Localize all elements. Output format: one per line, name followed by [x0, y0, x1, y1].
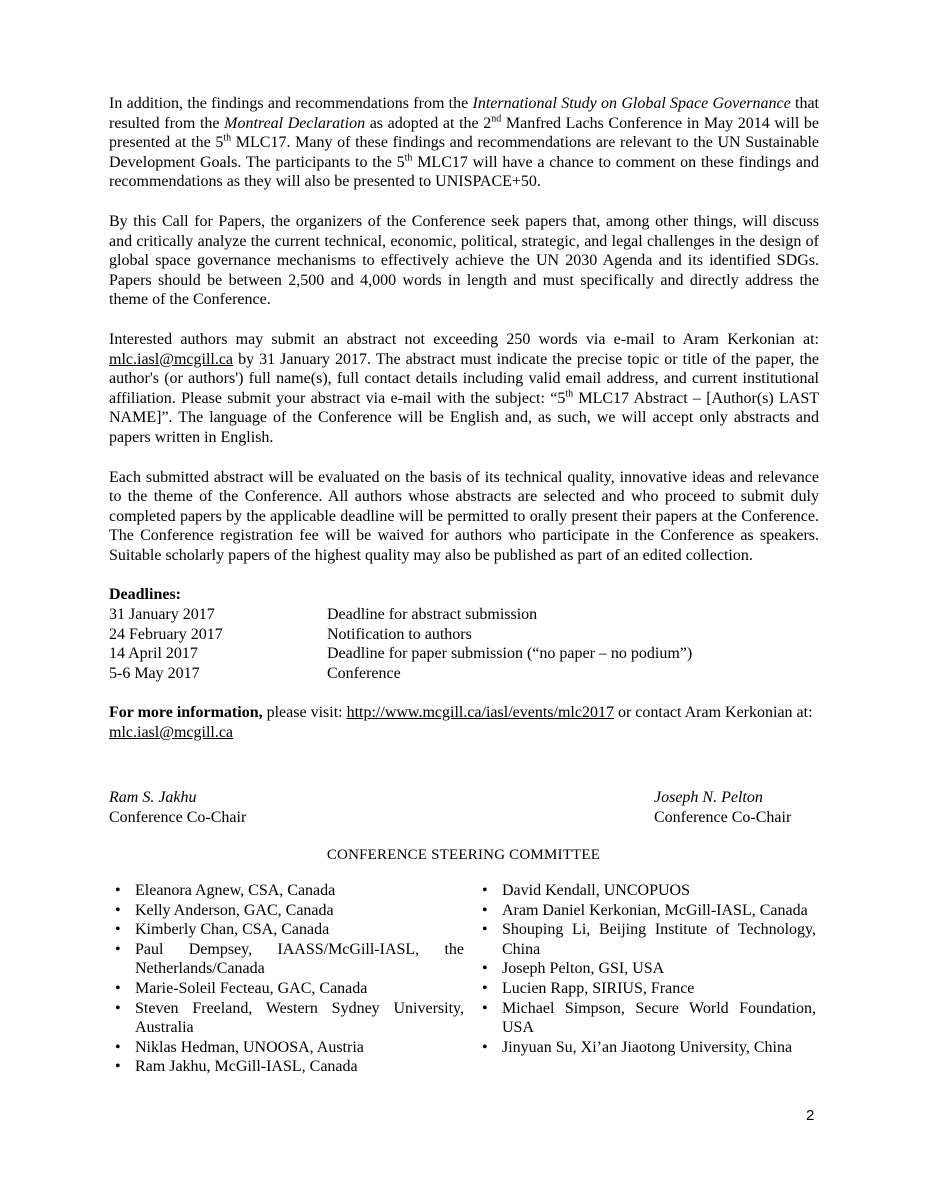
paragraph-call-for-papers: By this Call for Papers, the organizers of the Conference seek papers that, among other things, will discuss and critically analyze the current technical, economic, political, strategic, and legal challenges in the design of global space governance mechanisms to effectively achieve the UN 2030 Agenda and its identified SDGs. Papers should be between 2,500 and 4,000 words in length and must specifically and directly address the theme of the Conference. — [109, 212, 819, 309]
paragraph-evaluation: Each submitted abstract will be evaluated on the basis of its technical quality, innovative ideas and relevance to the theme of the Conference. All authors whose abstracts are selected and who proceed to submit duly completed papers by the applicable deadline will be permitted to orally present their papers at the Conference. The Conference registration fee will be waived for authors who participate in the Conference as speakers. Suitable scholarly papers of the highest quality may also be published as part of an edited collection. — [109, 468, 819, 564]
text: that resulted from the — [109, 95, 820, 132]
email-link[interactable]: mlc.iasl@mcgill.ca — [109, 724, 234, 742]
committee-member: • David Kendall, UNCOPUOS — [476, 881, 816, 901]
deadline-date: 5-6 May 2017 — [109, 664, 200, 682]
text: Manfred Lachs Conference in May 2014 will be presented at the 5 — [109, 114, 820, 152]
text: by 31 January 2017. The abstract must indicate the precise topic or title of the paper, the author's (or authors') full name(s), full contact details including valid email address, and current institutional affiliation. Please submit your abstract via e-mail with the subject: “5 — [109, 350, 819, 407]
page-number: 2 — [806, 1107, 815, 1124]
committee-column-right — [476, 881, 816, 1077]
study-title: International Study on Global Space Governance — [472, 95, 791, 112]
superscript: th — [404, 152, 413, 164]
committee-member: • Ram Jakhu, McGill-IASL, Canada — [109, 1057, 464, 1077]
email-link[interactable]: mlc.iasl@mcgill.ca — [109, 350, 234, 368]
deadline-row — [109, 664, 819, 684]
website-link[interactable]: http://www.mcgill.ca/iasl/events/mlc2017 — [346, 704, 614, 722]
signatory-role: Conference Co-Chair — [109, 808, 247, 826]
committee-member: • Kimberly Chan, CSA, Canada — [109, 920, 464, 940]
committee-member: • Shouping Li, Beijing Institute of Technology, China — [476, 920, 816, 959]
deadline-event: Notification to authors — [327, 625, 472, 643]
signatory-name: Joseph N. Pelton — [654, 789, 763, 806]
superscript: nd — [491, 113, 502, 125]
committee-member: • Kelly Anderson, GAC, Canada — [109, 901, 464, 921]
text: Interested authors may submit an abstract not exceeding 250 words via e-mail to Aram Kerkonian at: — [109, 330, 819, 348]
deadline-date: 24 February 2017 — [109, 625, 223, 643]
committee-member: • Jinyuan Su, Xi’an Jiaotong University, China — [476, 1038, 816, 1058]
committee-member: • Marie-Soleil Fecteau, GAC, Canada — [109, 979, 464, 999]
committee-member: • Steven Freeland, Western Sydney University, Australia — [109, 999, 464, 1038]
committee-column-left — [109, 881, 464, 1077]
signatory-name: Ram S. Jakhu — [109, 789, 197, 806]
deadline-date: 31 January 2017 — [109, 606, 215, 624]
deadline-row — [109, 644, 819, 664]
committee-member: • Michael Simpson, Secure World Foundation, USA — [476, 999, 816, 1038]
deadlines-section — [109, 585, 819, 683]
text: MLC17. Many of these findings and recommendations are relevant to the UN Sustainable Development Goals. The participants to the 5 — [109, 134, 819, 171]
committee-list — [109, 881, 819, 1077]
committee-member: • Lucien Rapp, SIRIUS, France — [476, 979, 816, 999]
text: or contact Aram Kerkonian at: — [613, 704, 813, 722]
deadline-row — [109, 625, 819, 645]
deadline-event: Conference — [327, 664, 401, 682]
committee-member: • Eleanora Agnew, CSA, Canada — [109, 881, 464, 901]
committee-member: • Aram Daniel Kerkonian, McGill-IASL, Canada — [476, 901, 816, 921]
text: as adopted at the 2 — [365, 114, 492, 132]
deadline-event: Deadline for abstract submission — [327, 606, 538, 624]
declaration-title: Montreal Declaration — [224, 114, 366, 132]
committee-member: • Joseph Pelton, GSI, USA — [476, 959, 816, 979]
text: please visit: — [262, 704, 347, 722]
deadline-date: 14 April 2017 — [109, 645, 198, 663]
text: MLC17 Abstract – [Author(s) LAST NAME]”. The language of the Conference will be English and, as such, we will accept only abstracts and papers written in English. — [109, 389, 820, 446]
more-info-paragraph — [109, 703, 819, 742]
superscript: th — [565, 388, 574, 400]
deadline-row — [109, 605, 819, 625]
superscript: th — [223, 132, 232, 144]
signature-right — [654, 788, 791, 827]
committee-member: • Paul Dempsey, IAASS/McGill-IASL, the Netherlands/Canada — [109, 940, 464, 979]
text: In addition, the findings and recommendations from the — [109, 95, 473, 112]
deadline-event: Deadline for paper submission (“no paper – no podium”) — [327, 645, 693, 663]
paragraph-findings — [109, 94, 819, 192]
signature-left — [109, 788, 246, 827]
committee-member: • Niklas Hedman, UNOOSA, Austria — [109, 1038, 464, 1058]
committee-title: CONFERENCE STEERING COMMITTEE — [326, 847, 601, 863]
text: MLC17 will have a chance to comment on these findings and recommendations as they will also be presented to UNISPACE+50. — [109, 153, 819, 191]
paragraph-abstract-submission — [109, 330, 819, 448]
signatory-role: Conference Co-Chair — [654, 808, 792, 826]
document-body — [109, 94, 819, 743]
deadlines-title: Deadlines: — [109, 586, 181, 604]
more-info-label: For more information, — [109, 704, 263, 722]
